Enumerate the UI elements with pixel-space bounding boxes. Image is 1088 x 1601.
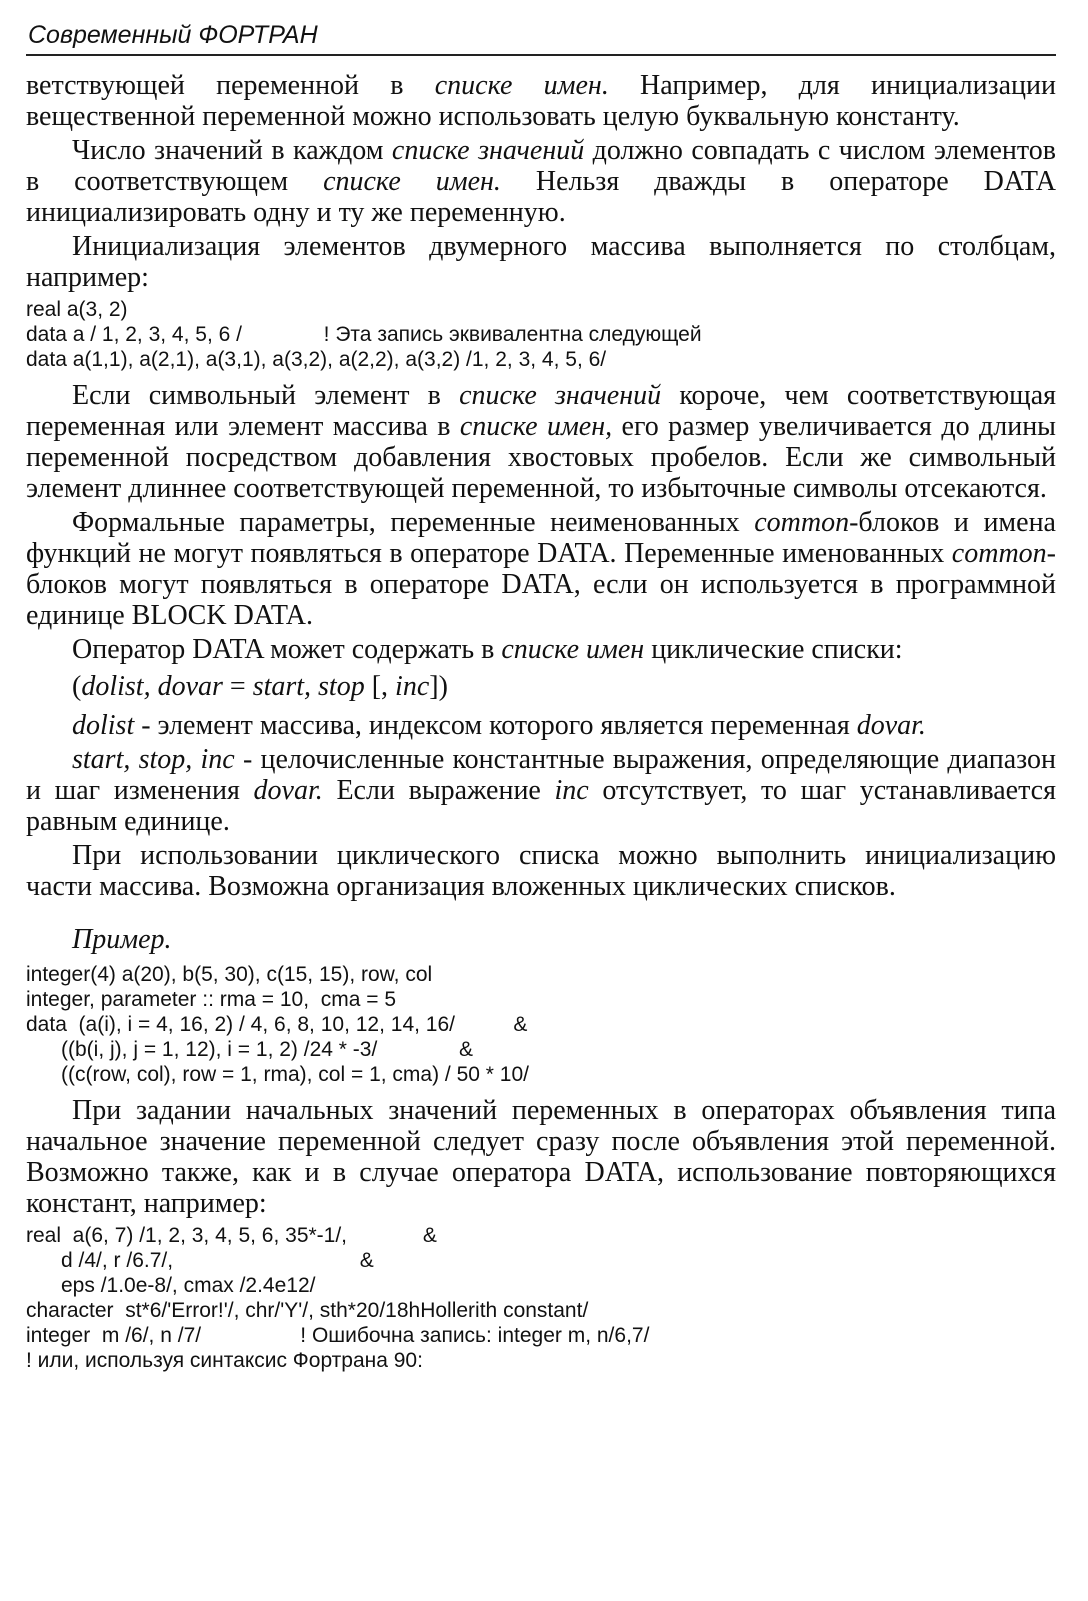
text-span: отсутствует, то шаг устанавливается равным единице. xyxy=(26,775,1056,837)
italic-term: start, stop xyxy=(252,671,365,702)
italic-term: inc xyxy=(395,671,430,702)
text-span: Например, для инициализации вещественной переменной можно использовать целую буквальную константу. xyxy=(26,70,1056,132)
text-span: = xyxy=(222,671,253,702)
text-span: Если выражение xyxy=(322,775,555,806)
text-span: должно совпадать с числом элементов в соответствующем xyxy=(26,135,1056,197)
text-span: ]) xyxy=(429,671,448,702)
italic-term: списке значений xyxy=(459,380,662,411)
code-line: data a / 1, 2, 3, 4, 5, 6 / ! Эта запись эквивалентна следующей xyxy=(26,323,702,346)
code-block-1 xyxy=(26,297,1056,372)
text-span: -блоков могут появляться в операторе DATA, если он используется в программной единице BLOCK DATA. xyxy=(26,538,1056,631)
code-block-2 xyxy=(26,962,1056,1087)
italic-term: списке имен. xyxy=(434,70,609,101)
paragraph-1 xyxy=(26,70,1056,132)
italic-term: списке имен, xyxy=(459,411,613,442)
paragraph-5 xyxy=(26,507,1056,631)
text-span: Если символьный элемент в xyxy=(72,380,460,411)
text-span: - элемент массива, индексом которого является переменная xyxy=(134,710,857,741)
text-span: короче, чем соответствующая переменная или элемент массива в xyxy=(26,380,1056,442)
text-span: -блоков и имена функций не могут появляться в операторе DATA. Переменные именованных xyxy=(26,507,1056,569)
example-heading: Пример. xyxy=(72,924,172,955)
code-line: real a(6, 7) /1, 2, 3, 4, 5, 6, 35*-1/, & xyxy=(26,1224,437,1247)
italic-term: dolist xyxy=(72,710,135,741)
code-line: real a(3, 2) xyxy=(26,298,128,321)
text-span: При использовании циклического списка можно выполнить инициализацию части массива. Возможна организация вложенных циклических списков. xyxy=(26,840,1056,902)
code-line: ((b(i, j), j = 1, 12), i = 1, 2) /24 * -3/ & xyxy=(26,1038,473,1061)
italic-term: common xyxy=(754,507,850,538)
paragraph-10 xyxy=(26,1095,1056,1219)
paragraph-3 xyxy=(26,231,1056,293)
text-span: - целочисленные константные выражения, определяющие диапазон и шаг изменения xyxy=(26,744,1056,806)
italic-term: dovar. xyxy=(253,775,323,806)
code-line: ! или, используя синтаксис Фортрана 90: xyxy=(26,1349,423,1372)
paragraph-9 xyxy=(26,840,1056,902)
text-span: ( xyxy=(72,671,82,702)
italic-term: списке имен xyxy=(501,634,645,665)
paragraph-4 xyxy=(26,380,1056,504)
paragraph-7 xyxy=(26,710,1056,741)
code-line: data a(1,1), a(2,1), a(3,1), a(3,2), a(2,2), a(3,2) /1, 2, 3, 4, 5, 6/ xyxy=(26,348,607,371)
running-header: Современный ФОРТРАН xyxy=(26,18,1056,56)
italic-term: списке имен. xyxy=(323,166,501,197)
code-line: integer m /6/, n /7/ ! Ошибочна запись: integer m, n/6,7/ xyxy=(26,1324,650,1347)
code-line: integer(4) a(20), b(5, 30), c(15, 15), row, col xyxy=(26,963,433,986)
italic-term: inc xyxy=(554,775,589,806)
paragraph-8 xyxy=(26,744,1056,837)
text-span: Число значений в каждом xyxy=(72,135,392,166)
code-line: eps /1.0e-8/, cmax /2.4e12/ xyxy=(26,1274,316,1297)
code-line: data (a(i), i = 4, 16, 2) / 4, 6, 8, 10, 12, 14, 16/ & xyxy=(26,1013,528,1036)
italic-term: dolist, dovar xyxy=(81,671,223,702)
code-block-3 xyxy=(26,1223,1056,1373)
text-span: его размер увеличивается до длины переменной посредством добавления хвостовых пробелов. Если же символьный элемент длиннее соответствующей переменной, то избыточные символы отсекаются. xyxy=(26,411,1056,504)
paragraph-2 xyxy=(26,135,1056,228)
text-span: Инициализация элементов двумерного массива выполняется по столбцам, например: xyxy=(26,231,1056,293)
text-span: При задании начальных значений переменных в операторах объявления типа начальное значение переменной следует сразу после объявления этой переменной. Возможно также, как и в случае оператора DATA, использование повторяющихся констант, например: xyxy=(26,1095,1056,1219)
text-span: Оператор DATA может содержать в xyxy=(72,634,502,665)
code-line: ((c(row, col), row = 1, rma), col = 1, cma) / 50 * 10/ xyxy=(26,1063,529,1086)
book-page xyxy=(26,18,1056,1381)
syntax-line xyxy=(26,671,1056,702)
italic-term: списке значений xyxy=(391,135,585,166)
italic-term: dovar. xyxy=(856,710,926,741)
italic-term: start, stop, inc xyxy=(72,744,235,775)
text-span: циклические списки: xyxy=(644,634,903,665)
page-body xyxy=(26,70,1056,1373)
text-span: ветствующей переменной в xyxy=(26,70,435,101)
code-line: d /4/, r /6.7/, & xyxy=(26,1249,374,1272)
code-line: character st*6/'Error!'/, chr/'Y'/, sth*20/18hHollerith constant/ xyxy=(26,1299,589,1322)
text-span: Формальные параметры, переменные неименованных xyxy=(72,507,755,538)
text-span: [, xyxy=(364,671,396,702)
italic-term: common xyxy=(951,538,1047,569)
paragraph-6 xyxy=(26,634,1056,665)
text-span: Нельзя дважды в операторе DATA инициализировать одну и ту же переменную. xyxy=(26,166,1057,228)
code-line: integer, parameter :: rma = 10, cma = 5 xyxy=(26,988,397,1011)
